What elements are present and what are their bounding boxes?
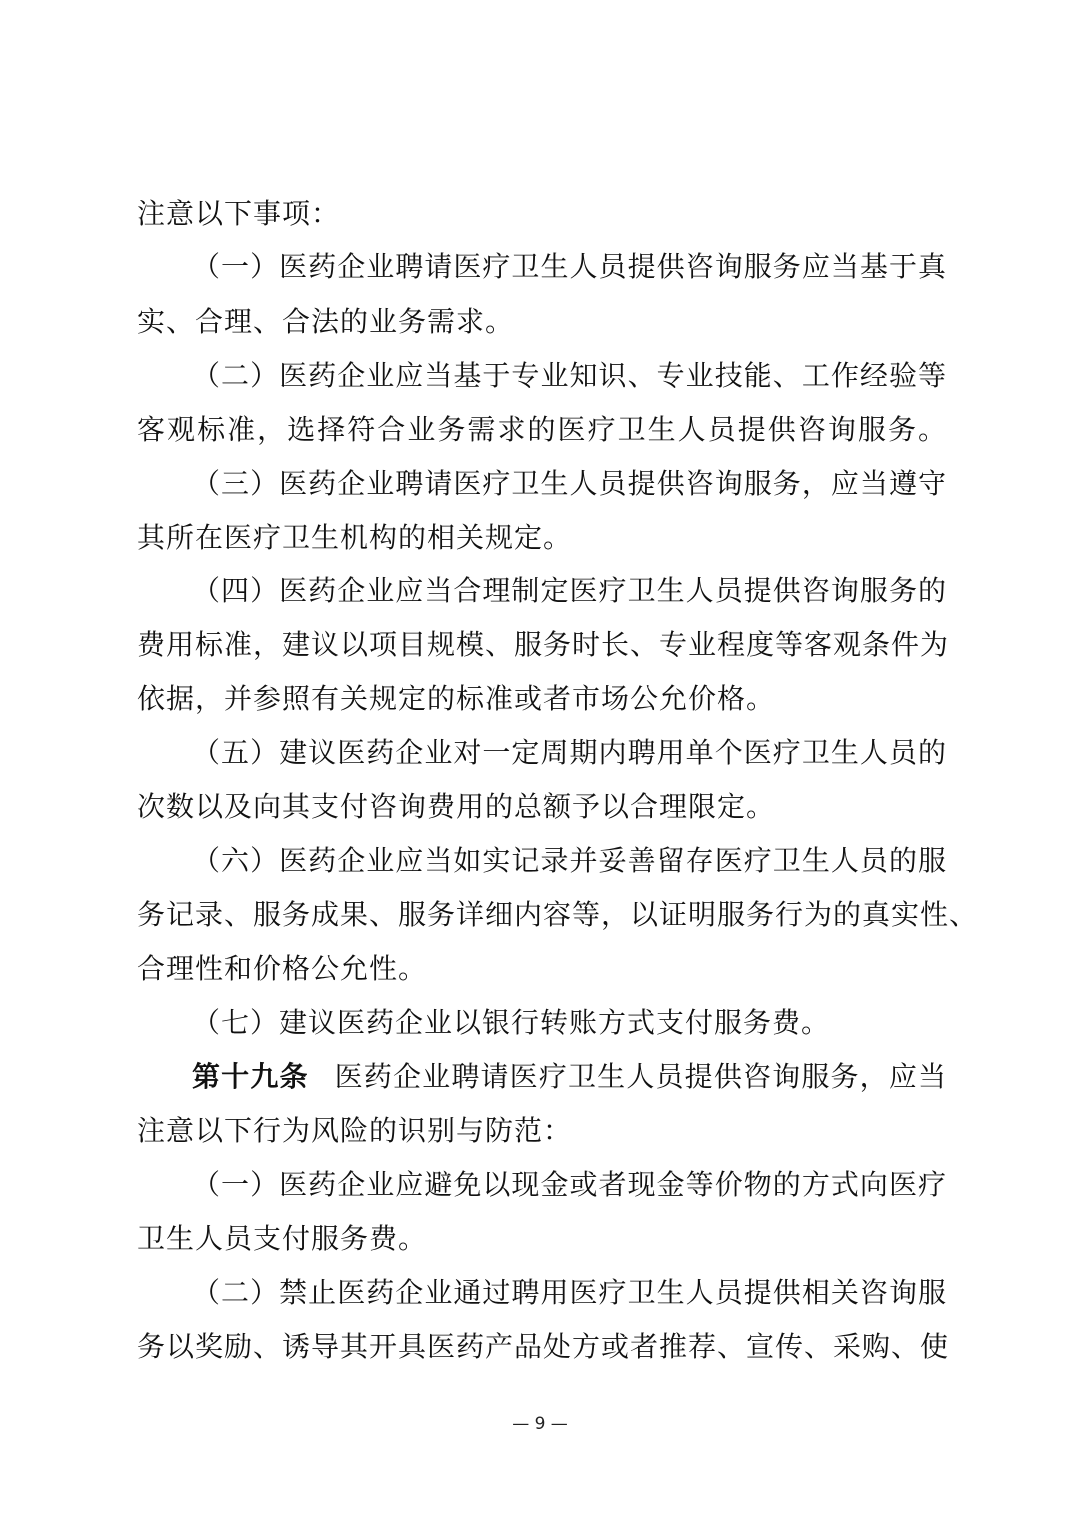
paragraph-line: 其所在医疗卫生机构的相关规定。: [137, 521, 573, 554]
page-number: — 9 —: [512, 1414, 568, 1434]
paragraph-line: 务以奖励、诱导其开具医药产品处方或者推荐、宣传、采购、使: [137, 1330, 950, 1363]
paragraph-line: 实、合理、合法的业务需求。: [137, 305, 515, 338]
paragraph-line: （三）医药企业聘请医疗卫生人员提供咨询服务，应当遵守: [192, 467, 947, 500]
paragraph-line: 客观标准，选择符合业务需求的医疗卫生人员提供咨询服务。: [137, 413, 947, 446]
paragraph-line: 务记录、服务成果、服务详细内容等，以证明服务行为的真实性、: [137, 898, 979, 931]
paragraph-line: （六）医药企业应当如实记录并妥善留存医疗卫生人员的服: [192, 844, 947, 877]
article-line: [192, 1050, 947, 1104]
article-heading: 第十九条: [192, 1060, 309, 1093]
paragraph-line: （一）医药企业聘请医疗卫生人员提供咨询服务应当基于真: [192, 250, 947, 283]
paragraph-line: （七）建议医药企业以银行转账方式支付服务费。: [192, 1006, 831, 1039]
paragraph-line: （五）建议医药企业对一定周期内聘用单个医疗卫生人员的: [192, 736, 947, 769]
paragraph-line: （四）医药企业应当合理制定医疗卫生人员提供咨询服务的: [192, 574, 947, 607]
article-text: 医药企业聘请医疗卫生人员提供咨询服务，应当: [334, 1060, 947, 1093]
paragraph-line: 注意以下行为风险的识别与防范：: [137, 1114, 573, 1147]
paragraph-line: 费用标准，建议以项目规模、服务时长、专业程度等客观条件为: [137, 628, 950, 661]
paragraph-line: 合理性和价格公允性。: [137, 952, 428, 985]
paragraph-line: 注意以下事项：: [137, 197, 341, 230]
paragraph-line: 次数以及向其支付咨询费用的总额予以合理限定。: [137, 790, 776, 823]
paragraph-line: （二）禁止医药企业通过聘用医疗卫生人员提供相关咨询服: [192, 1276, 947, 1309]
paragraph-line: （二）医药企业应当基于专业知识、专业技能、工作经验等: [192, 359, 947, 392]
paragraph-line: 依据，并参照有关规定的标准或者市场公允价格。: [137, 682, 776, 715]
paragraph-line: 卫生人员支付服务费。: [137, 1222, 428, 1255]
paragraph-line: （一）医药企业应避免以现金或者现金等价物的方式向医疗: [192, 1168, 947, 1201]
